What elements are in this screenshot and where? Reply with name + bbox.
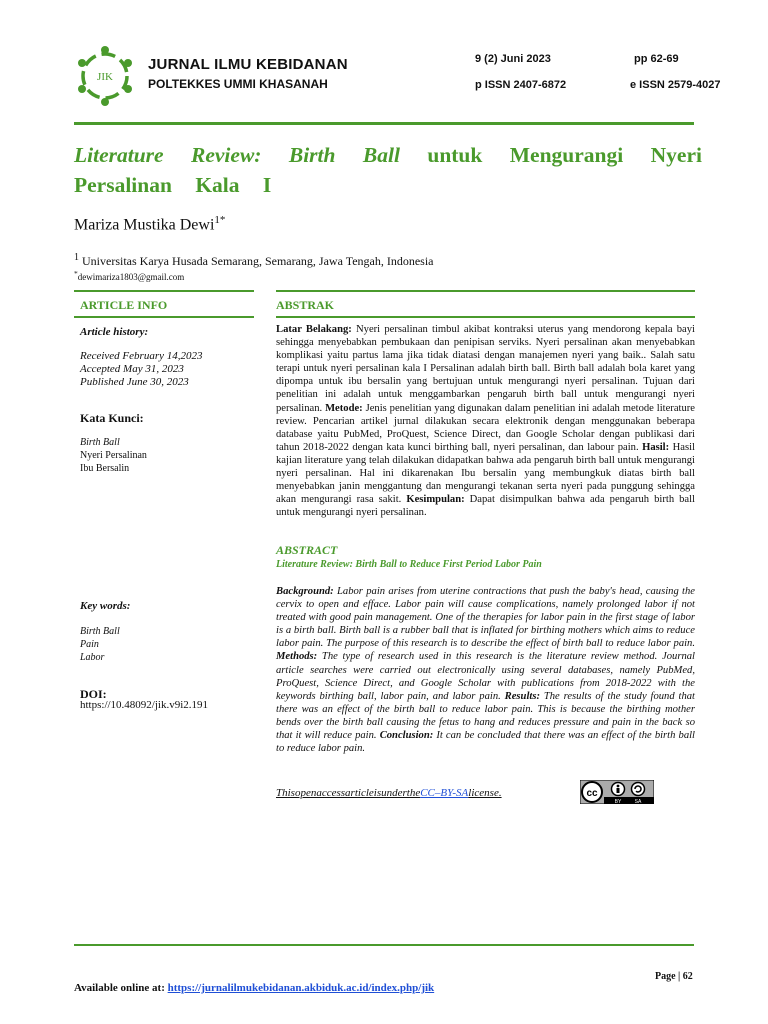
doi-label: DOI: xyxy=(80,687,107,701)
print-issn: p ISSN 2407-6872 xyxy=(475,79,567,91)
kata-kunci-item: Nyeri Persalinan xyxy=(80,450,147,461)
info-divider-top xyxy=(74,290,254,292)
author-name: Mariza Mustika Dewi$^{1*}$ xyxy=(74,214,226,234)
article-title xyxy=(74,140,702,200)
journal-url-link[interactable]: https://jurnalilmukebidanan.akbiduk.ac.id/index.php/jik xyxy=(167,982,435,994)
keyword-item: Birth Ball xyxy=(80,626,120,637)
abstrak-divider-top xyxy=(276,290,695,292)
keywords-label: Key words: xyxy=(80,600,131,612)
abstract-heading: ABSTRACT xyxy=(276,543,338,557)
journal-title: JURNAL ILMU KEBIDANAN xyxy=(148,56,348,73)
journal-logo xyxy=(74,45,136,107)
page-number: Page | 62 xyxy=(655,971,693,982)
kata-kunci-label: Kata Kunci: xyxy=(80,411,144,425)
svg-text:BY: BY xyxy=(614,799,622,804)
article-title-rest: untuk Mengurangi Nyeri Persalinan Kala I xyxy=(74,143,702,197)
abstrak-body: Latar Belakang: Nyeri persalinan timbul akibat kontraksi uterus yang mendorong kepala bayi sehingga menyebabkan pembukaan dan penipisan serviks. Nyeri persalinan akan menyebabkan komplikasi yaitu partus lama jika tidak diatasi dengan manajemen nyeri yang baik.. Salah satu terapi untuk nyeri persalinan kala I Persalinan adalah birth ball. Birth ball adalah bola karet yang dipompa untuk ibu bersalin yang bertujuan untuk mengurangi nyeri persalinan. Tujuan dari penelitian ini adalah untuk menggambarkan pengaruh birth ball untuk mengurangi nyeri persalinan. Metode: Jenis penelitian yang digunakan dalam penelitian ini adalah metode literature review. Pencarian artikel jurnal dilakukan secara elektronik dengan menggunakan beberapa database yaitu PubMed, ProQuest, Science Direct, dan Google Scholar dengan publikasi dari tahun 2018-2022 dengan kata kunci birthing ball, nyeri persalinan, dan labour pain. Hasil: Hasil kajian literature yang telah dilakukan didapatkan bahwa ada pengaruh birth ball untuk mengurangi nyeri persalinan. Hal ini dikarenakan Ibu bersalin yang membungkuk diatas birth ball menyebabkan janin menggantung dan mengurangi tekanan serta nyeri pada punggung sehingga akan mengurangi rasa sakit. Kesimpulan: Dapat disimpulkan bahwa ada pengaruh birth ball untuk mengurangi nyeri persalinan. xyxy=(276,324,696,519)
electronic-issn: e ISSN 2579-4027 xyxy=(630,79,721,91)
keyword-item: Pain xyxy=(80,639,99,650)
kata-kunci-item: Ibu Bersalin xyxy=(80,463,130,474)
doi-link[interactable]: https://10.48092/jik.v9i2.191 xyxy=(80,699,209,711)
author-email: *dewimariza1803@gmail.com xyxy=(74,269,185,282)
abstrak-divider-bottom xyxy=(276,316,695,318)
cc-by-sa-badge-icon[interactable] xyxy=(580,780,654,804)
article-info-heading: ARTICLE INFO xyxy=(80,298,168,312)
license-statement: ThisopenaccessarticleisundertheCC–BY-SAlicense. xyxy=(276,787,502,799)
abstract-body: Background: Labor pain arises from uterine contractions that push the baby's head, causing the cervix to open and efface. Labor pain will cause complications, namely prolonged labor if not treated with good pain management. One of the therapies for labor pain in the first stage of labor is a birth ball. Birth ball is a rubber ball that is inflated for birthing mothers which aims to reduce labor pain. The purpose of this research is to describe the effect of birth ball to reduce labor pain. Methods: The type of research used in this research is the literature review method. Journal article searches were carried out electronically using several databases, namely PubMed, ProQuest, Science Direct, and Google Scholar with publications from 2018-2022 with the keywords birthing ball, labor pain, and labor pain. Results: The results of the study found that there was an effect of the birth ball to reduce labor pain. This is because the birthing mother bends over the birth ball causing the fetus to hang and reduces pressure and pain in the back so that it will reduce pain. Conclusion: It can be concluded that there was an effect of the birth ball to reduce labor pain. xyxy=(276,586,696,755)
received-date: Received February 14,2023 xyxy=(80,350,203,362)
available-online: Available online at: https://jurnalilmukebidanan.akbiduk.ac.id/index.php/jik xyxy=(74,982,435,994)
kata-kunci-item: Birth Ball xyxy=(80,437,120,448)
info-divider-bottom xyxy=(74,316,254,318)
author-affiliation: $^1$ Universitas Karya Husada Semarang, Semarang, Jawa Tengah, Indonesia xyxy=(74,252,434,268)
article-title-italic: Literature Review: Birth Ball xyxy=(74,143,400,167)
svg-text:SA: SA xyxy=(634,799,642,804)
keyword-item: Labor xyxy=(80,652,105,663)
abstrak-heading: ABSTRAK xyxy=(276,298,335,312)
published-date: Published June 30, 2023 xyxy=(80,376,189,388)
license-link[interactable]: CC–BY-SA xyxy=(420,787,469,799)
svg-text:cc: cc xyxy=(586,788,598,799)
header-divider xyxy=(74,122,694,125)
history-label: Article history: xyxy=(80,326,149,338)
footer-divider xyxy=(74,944,694,946)
svg-text:JIK: JIK xyxy=(97,71,113,83)
page-range: pp 62-69 xyxy=(634,53,679,65)
journal-publisher: POLTEKKES UMMI KHASANAH xyxy=(148,77,328,91)
abstract-subtitle: Literature Review: Birth Ball to Reduce First Period Labor Pain xyxy=(276,559,542,570)
accepted-date: Accepted May 31, 2023 xyxy=(80,363,184,375)
issue-info: 9 (2) Juni 2023 xyxy=(475,53,551,65)
